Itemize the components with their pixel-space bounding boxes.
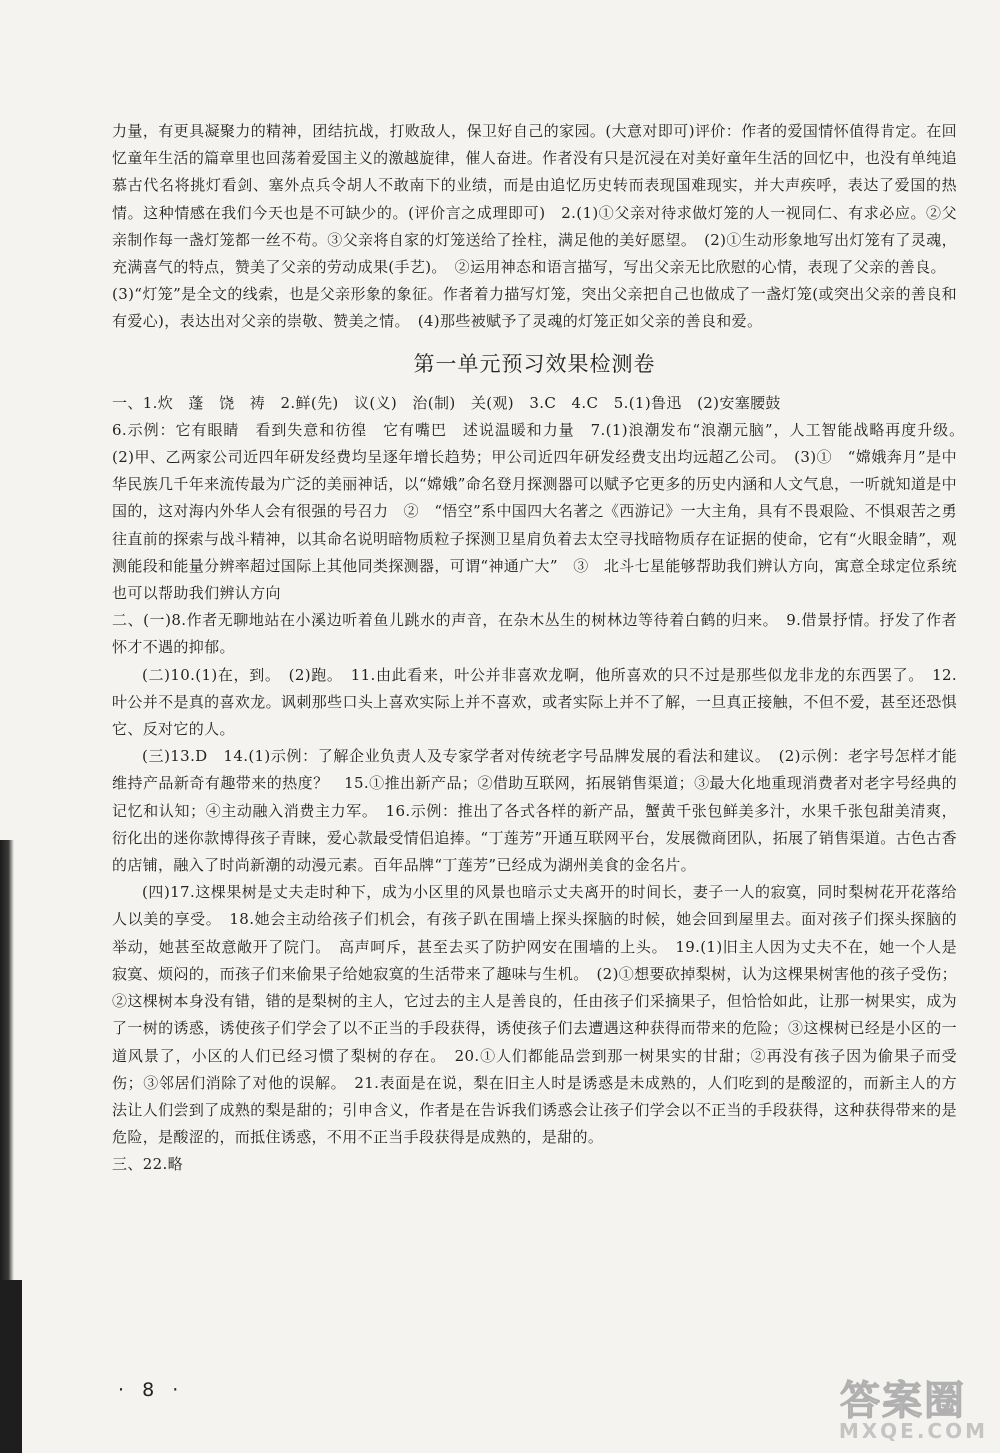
continuation-paragraph-2: (3)“灯笼”是全文的线索，也是父亲形象的象征。作者着力描写灯笼，突出父亲把自己也做成了一盏灯笼(或突出父亲的善良和有爱心)，表达出对父亲的崇敬、赞美之情。 (4)那些被赋予了灵魂的灯笼正如父亲的善良和爱。 (112, 285, 957, 331)
answer-paragraph: 一、1.炊 蓬 饶 祷 2.鲜(先) 议(义) 治(制) 关(观) 3.C 4.C 5.(1)鲁迅 (2)安塞腰鼓 (112, 393, 781, 412)
watermark-logo-text: 答案圈 (840, 1378, 966, 1424)
binding-edge (0, 1280, 22, 1453)
answer-list (112, 390, 973, 1179)
watermark-url-text: MXQE.COM (838, 1419, 988, 1443)
section-title: 第一单元预习效果检测卷 (413, 351, 656, 376)
answer-paragraph: 6.示例：它有眼睛 看到失意和彷徨 它有嘴巴 述说温暖和力量 7.(1)浪潮发布“浪潮元脑”，人工智能战略再度升级。 (2)甲、乙两家公司近四年研发经费均呈逐年增长趋势；甲公司近四年研发经费支出均远超乙公司。 (3)① “嫦娥奔月”是中华民族几千年来流传最为广泛的美丽神话，以“嫦娥”命名登月探测器可以赋予它更多的历史内涵和人文气息，一听就知道是中国的，这对海内外华人会有很强的号召力 ② “悟空”系中国四大名著之《西游记》一大主角，具有不畏艰险、不惧艰苦之勇往直前的探索与战斗精神，以其命名说明暗物质粒子探测卫星肩负着去太空寻找暗物质存在证据的使命，它有“火眼金睛”，观测能段和能量分辨率超过国际上其他同类探测器，可谓“神通广大” ③ 北斗七星能够帮助我们辨认方向，寓意全球定位系统也可以帮助我们辨认方向 (112, 420, 973, 603)
answer-paragraph: 三、22.略 (112, 1155, 183, 1174)
watermark-logo (798, 1369, 988, 1447)
answer-paragraph: (二)10.(1)在，到。 (2)跑。 11.由此看来，叶公并非喜欢龙啊，他所喜欢的只不过是那些似龙非龙的东西罢了。 12.叶公并不是真的喜欢龙。讽刺那些口头上喜欢实际上并不喜欢，或者实际上并不了解，一旦真正接触，不但不爱，甚至还恐惧它、反对它的人。 (112, 665, 957, 739)
answer-paragraph: 二、(一)8.作者无聊地站在小溪边听着鱼儿跳水的声音，在杂木丛生的树林边等待着白鹤的归来。 9.借景抒情。抒发了作者怀才不遇的抑郁。 (112, 611, 957, 657)
continuation-paragraph-1: 力量，有更具凝聚力的精神，团结抗战，打败敌人，保卫好自己的家园。(大意对即可)评价：作者的爱国情怀值得肯定。在回忆童年生活的篇章里也回荡着爱国主义的激越旋律，催人奋进。作者没有只是沉浸在对美好童年生活的回忆中，也没有单纯追慕古代名将挑灯看剑、塞外点兵令胡人不敢南下的业绩，而是由追忆历史转而表现国难现实，并大声疾呼，表达了爱国的热情。这种情感在我们今天也是不可缺少的。(评价言之成理即可) 2.(1)①父亲对待求做灯笼的人一视同仁、有求必应。②父亲制作每一盏灯笼都一丝不苟。③父亲将自家的灯笼送给了拴柱，满足他的美好愿望。 (2)①生动形象地写出灯笼有了灵魂，充满喜气的特点，赞美了父亲的劳动成果(手艺)。 ②运用神态和语言描写，写出父亲无比欣慰的心情，表现了父亲的善良。 (112, 122, 957, 277)
answer-paragraph: (四)17.这棵果树是丈夫走时种下，成为小区里的风景也暗示丈夫离开的时间长，妻子一人的寂寞，同时梨树花开花落给人以美的享受。 18.她会主动给孩子们机会，有孩子趴在围墙上探头探脑的时候，她会回到屋里去。面对孩子们探头探脑的举动，她甚至故意敞开了院门。 高声呵斥，甚至去买了防护网安在围墙的上头。 19.(1)旧主人因为丈夫不在，她一个人是寂寞、烦闷的，而孩子们来偷果子给她寂寞的生活带来了趣味与生机。 (2)①想要砍掉梨树，认为这棵果树害他的孩子受伤；②这棵树本身没有错，错的是梨树的主人，它过去的主人是善良的，任由孩子们采摘果子，但恰恰如此，让那一树果实，成为了一树的诱惑，诱使孩子们学会了以不正当的手段获得，诱使孩子们去遭遇这种获得而带来的危险；③这棵树已经是小区的一道风景了，小区的人们已经习惯了梨树的存在。 20.①人们都能品尝到那一树果实的甘甜；②再没有孩子因为偷果子而受伤；③邻居们消除了对他的误解。 21.表面是在说，梨在旧主人时是诱惑是未成熟的，人们吃到的是酸涩的，而新主人的方法让人们尝到了成熟的梨是甜的；引申含义，作者是在告诉我们诱惑会让孩子们学会以不正当的手段获得，这种获得带来的是危险，是酸涩的，而抵住诱惑，不用不正当手段获得是成熟的，是甜的。 (112, 883, 957, 1147)
answer-paragraph: (三)13.D 14.(1)示例：了解企业负责人及专家学者对传统老字号品牌发展的看法和建议。 (2)示例：老字号怎样才能维持产品新奇有趣带来的热度？ 15.①推出新产品；②借助互联网，拓展销售渠道；③最大化地重现消费者对老字号经典的记忆和认知；④主动融入消费主力军。 16.示例：推出了各式各样的新产品，蟹黄千张包鲜美多汁，水果千张包甜美清爽，衍化出的迷你款博得孩子青睐，爱心款最受情侣追捧。“丁莲芳”开通互联网平台，发展微商团队，拓展了销售渠道。古色古香的店铺，融入了时尚新潮的动漫元素。百年品牌“丁莲芳”已经成为湖州美食的金名片。 (112, 747, 957, 875)
answer-page (112, 118, 973, 1179)
page-number: · 8 · (118, 1379, 185, 1401)
